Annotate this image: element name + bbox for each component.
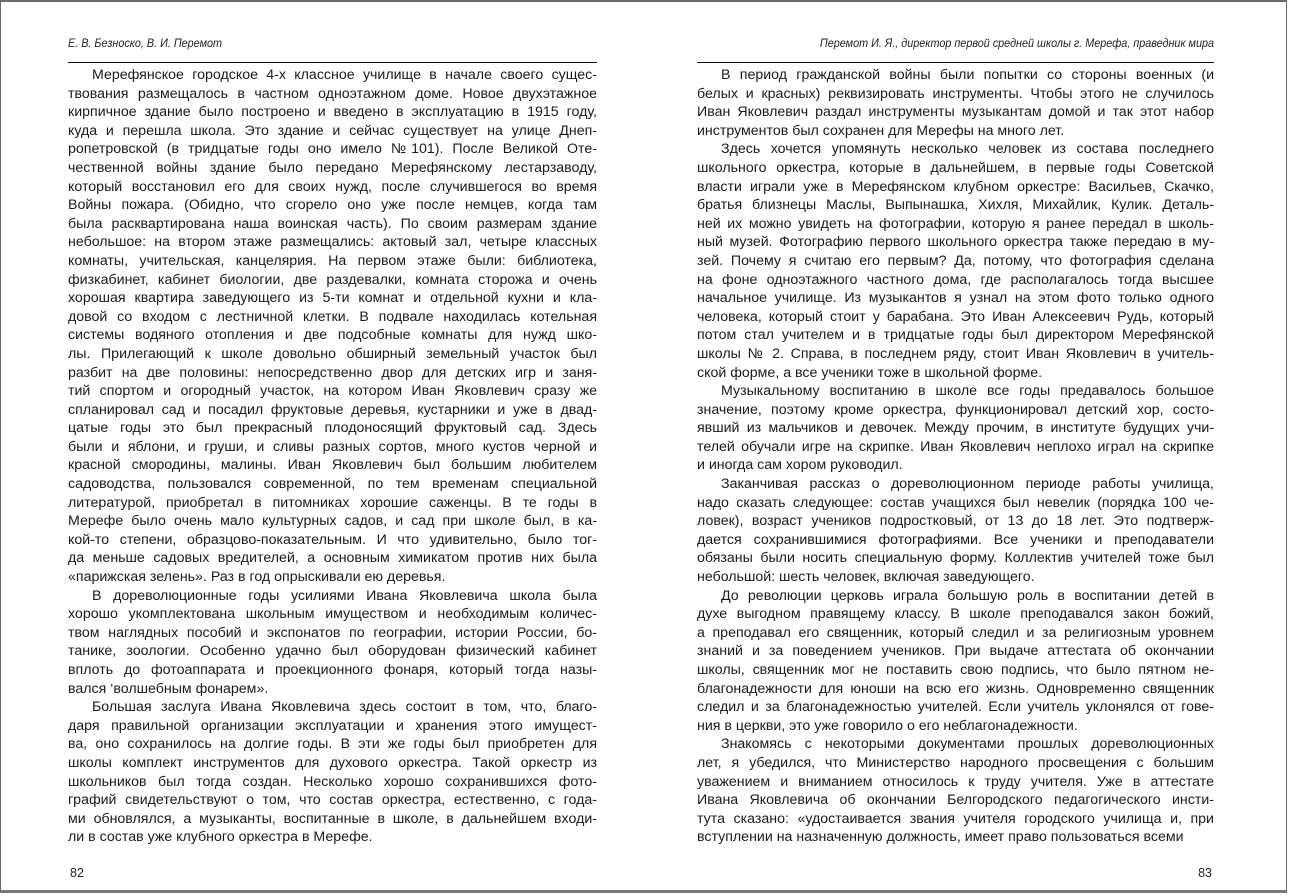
text-line: спланировал сад и посадил фруктовые деревья, кустарники и уже в двад- xyxy=(68,401,597,418)
text-line: тий спортом и огородный участок, на котором Иван Яковлевич сразу же xyxy=(68,383,597,400)
text-line: ней их можно увидеть на фотографии, которую я ранее передал в школь- xyxy=(697,215,1214,232)
paragraph xyxy=(697,140,1214,382)
text-line: телей обучали игре на скрипке. Иван Яковлевич неплохо играл на скрипке xyxy=(697,438,1214,455)
text-line: Большая заслуга Ивана Яковлевича здесь состоит в том, что, благо- xyxy=(92,699,597,716)
text-line: дается сохранившимися фотографиями. Все ученики и преподаватели xyxy=(697,531,1214,548)
text-line: куда и перешла школа. Это здание и сейчас существует на улице Днеп- xyxy=(68,122,597,139)
text-line: комнаты, учительская, канцелярия. На первом этаже были: библиотека, xyxy=(68,252,597,269)
text-line: ва, оно сохранилось на долгие годы. В эти же годы был приобретен для xyxy=(68,736,597,753)
text-line: школы, священник мог не поставить свою подпись, что было пятном не- xyxy=(697,662,1214,678)
page-body xyxy=(697,66,1214,847)
text-line: белых и красных) реквизировать инструменты. Чтобы этого не случилось xyxy=(697,85,1214,102)
text-line: школы комплект инструментов для духового оркестра. Такой оркестр из xyxy=(68,754,597,771)
running-head-title: Перемот И. Я., директор первой средней школы г. Мерефа, праведник мира xyxy=(819,38,1214,50)
text-line: уважением и вниманием относилось к труду учителя. Уже в аттестате xyxy=(697,773,1214,790)
text-line: школы № 2. Справа, в последнем ряду, стоит Иван Яковлевич в учитель- xyxy=(697,345,1214,362)
text-line: садоводства, пользовался современной, по тем временам специальной xyxy=(68,476,597,493)
text-line: зей. Почему я считаю его первым? Да, потому, что фотография сделана xyxy=(697,252,1214,269)
text-line: лет, я убедился, что Министерство народного просвещения с большим xyxy=(697,754,1214,771)
text-line: Мерефе было очень мало культурных садов, и сад при школе был, в ка- xyxy=(68,513,597,530)
paragraph xyxy=(697,587,1214,736)
text-line: Иван Яковлевич раздал инструменты музыкантам домой и так этот набор xyxy=(697,104,1214,121)
text-line: довой со входом с лестничной клетки. В подвале находилась котельная xyxy=(68,308,597,325)
text-line: братья близнецы Маслы, Выпынашка, Хихля, Михайлик, Кулик. Деталь- xyxy=(697,197,1214,214)
text-line: В период гражданской войны были попытки со стороны военных (и xyxy=(721,67,1214,83)
text-line: который восстановил его для своих нужд, после случившегося во время xyxy=(68,178,597,195)
text-line: чественной войны здание было передано Мерефянскому лестарзаводу, xyxy=(68,159,597,176)
left-page xyxy=(68,0,597,896)
text-line: В дореволюционные годы усилиями Ивана Яковлевича школа была xyxy=(92,587,597,604)
text-line: благонадежности для юноши на всю его жизнь. Одновременно священник xyxy=(697,680,1214,697)
text-line: инструментов был сохранен для Мерефы на много лет. xyxy=(697,122,1065,139)
text-line: красной смородины, малины. Иван Яковлевич был большим любителем xyxy=(68,457,597,474)
text-line: духе выгодном правящему классу. В школе преподавался закон божий, xyxy=(697,606,1214,623)
text-line: на фоне одноэтажного частного дома, где располагалось тогда высшее xyxy=(697,271,1214,288)
paragraph xyxy=(697,735,1214,847)
text-line: кой-то степени, образцово-показательным. И что удивительно, было тог- xyxy=(68,531,597,548)
text-line: обязаны были носить специальную форму. Коллектив учителей тоже был xyxy=(697,550,1214,567)
text-line: кирпичное здание было построено и введено в эксплуатацию в 1915 году, xyxy=(68,104,597,121)
text-line: и иногда сам хором руководил. xyxy=(697,457,903,474)
text-line: власти играли уже в Мерефянском клубном оркестре: Васильев, Скачко, xyxy=(697,178,1214,195)
text-line: твования размещалось в частном одноэтажном доме. Новое двухэтажное xyxy=(68,85,597,102)
text-line: разбит на две половины: непосредственно двор для детских игр и заня- xyxy=(68,364,597,381)
text-line: вплоть до фотоаппарата и проекционного фонаря, который тогда назы- xyxy=(68,662,597,678)
text-line: ный музей. Фотографию первого школьного оркестра также передаю в му- xyxy=(697,234,1214,251)
text-line: ропетровской (в тридцатые годы оно имело №101). После Великой Оте- xyxy=(68,141,597,158)
paragraph xyxy=(697,382,1214,475)
text-line: потом стал учителем и в тридцатые годы был директором Мерефянской xyxy=(697,327,1214,344)
text-line: начальное училище. Из музыкантов я узнал на этом фото только одного xyxy=(697,290,1214,307)
right-page xyxy=(697,0,1214,896)
running-head-authors: Е. В. Безноско, В. И. Перемот xyxy=(68,38,223,50)
page-number: 82 xyxy=(70,866,84,880)
text-line: была расквартирована наша воинская часть). По своим размерам здание xyxy=(68,215,597,232)
text-line: школьников был тогда создан. Несколько хорошо сохранившихся фото- xyxy=(68,773,597,790)
text-line: да меньше садовых вредителей, а основным химикатом против них была xyxy=(68,550,597,567)
text-line: хорошо укомплектована школьным имуществом и необходимым количес- xyxy=(68,606,597,623)
text-line: танике, зоологии. Особенно удачно был оборудован физический кабинет xyxy=(68,643,597,660)
paragraph xyxy=(697,475,1214,587)
text-line: хорошая квартира заведующего из 5-ти комнат и отдельной кухни и кла- xyxy=(68,290,597,307)
text-line: цатые годы это был прекрасный плодоносящий фруктовый сад. Здесь xyxy=(68,420,597,437)
text-line: физкабинет, кабинет биологии, две раздевалки, комната сторожа и очень xyxy=(68,271,597,288)
text-line: системы водяного отопления и две подсобные комнаты для нужд шко- xyxy=(68,327,597,344)
text-line: даря правильной организации эксплуатации и хранения этого имущест- xyxy=(68,717,597,734)
text-line: ской форме, а все ученики тоже в школьной форме. xyxy=(697,364,1043,381)
text-line: Музыкальному воспитанию в школе все годы предавалось большое xyxy=(721,383,1214,400)
paragraph xyxy=(68,698,597,847)
paragraph xyxy=(68,66,597,587)
text-line: Войны пожара. (Обидно, что сгорело оно уже после немцев, когда там xyxy=(68,197,597,214)
text-line: надо сказать следующее: состав учащихся был невелик (порядка 100 че- xyxy=(697,494,1214,511)
text-line: небольшое: на втором этаже размещались: актовый зал, четыре классных xyxy=(68,234,597,251)
text-line: лы. Прилегающий к школе довольно обширный земельный участок был xyxy=(68,345,597,362)
text-line: школьного оркестра, которые в дальнейшем, в первые годы Советской xyxy=(697,159,1214,176)
text-line: ловек), возраст учеников подростковый, от 13 до 18 лет. Это подтверж- xyxy=(697,513,1214,530)
text-line: Ивана Яковлевича об окончании Белгородского педагогического инсти- xyxy=(697,792,1214,809)
text-line: ния в церкви, это уже говорило о его неблагонадежности. xyxy=(697,717,1078,734)
text-line: человека, который стоит у барабана. Это Иван Алексеевич Рудь, который xyxy=(697,308,1214,325)
text-line: вступлении на назначенную должность, имеет право пользоваться всеми xyxy=(697,829,1184,846)
text-line: следил и за благонадежностью учителей. Если учитель уклонялся от гове- xyxy=(697,699,1214,716)
text-line: Заканчивая рассказ о дореволюционном периоде работы училища, xyxy=(721,476,1214,493)
text-line: литературой, приобретал в питомниках хорошие саженцы. В те годы в xyxy=(68,494,597,511)
text-line: значение, поэтому кроме оркестра, функционировал детский хор, состо- xyxy=(697,401,1214,418)
text-line: вался ‘волшебным фонарем». xyxy=(68,680,269,697)
text-line: тута сказано: «удостаивается звания учителя городского училища и, при xyxy=(697,810,1214,827)
text-line: «парижская зелень». Раз в год опрыскивали ею деревья. xyxy=(68,569,446,586)
header-rule xyxy=(68,62,597,63)
text-line: а преподавал его священник, который следил и за религиозным уровнем xyxy=(697,624,1214,641)
text-line: ми обновлялся, а музыканты, воспитанные в школе, в дальнейшем входи- xyxy=(68,810,597,827)
text-line: были и яблони, и груши, и сливы разных сортов, много кустов черной и xyxy=(68,438,597,455)
text-line: ли в состав уже клубного оркестра в Мерефе. xyxy=(68,829,373,846)
text-line: твом наглядных пособий и экспонатов по географии, истории России, бо- xyxy=(68,624,597,641)
text-line: До революции церковь играла большую роль в воспитании детей в xyxy=(721,587,1214,604)
page-body xyxy=(68,66,597,847)
text-line: Здесь хочется упомянуть несколько человек из состава последнего xyxy=(721,141,1214,158)
text-line: Знакомясь с некоторыми документами прошлых дореволюционных xyxy=(721,736,1214,753)
text-line: знаний и за поведением учеников. При выдаче аттестата об окончании xyxy=(697,643,1214,660)
page-number: 83 xyxy=(1198,866,1212,880)
text-line: графий свидетельствуют о том, что состав оркестра, естественно, с года- xyxy=(68,792,597,809)
text-line: Мерефянское городское 4-х классное училище в начале своего сущес- xyxy=(92,67,597,83)
paragraph xyxy=(68,587,597,699)
header-rule xyxy=(697,62,1214,63)
text-line: небольшой: шесть человек, включая заведующего. xyxy=(697,569,1035,586)
text-line: явший из мальчиков и девочек. Между прочим, в институте будущих учи- xyxy=(697,420,1214,437)
paragraph xyxy=(697,66,1214,140)
